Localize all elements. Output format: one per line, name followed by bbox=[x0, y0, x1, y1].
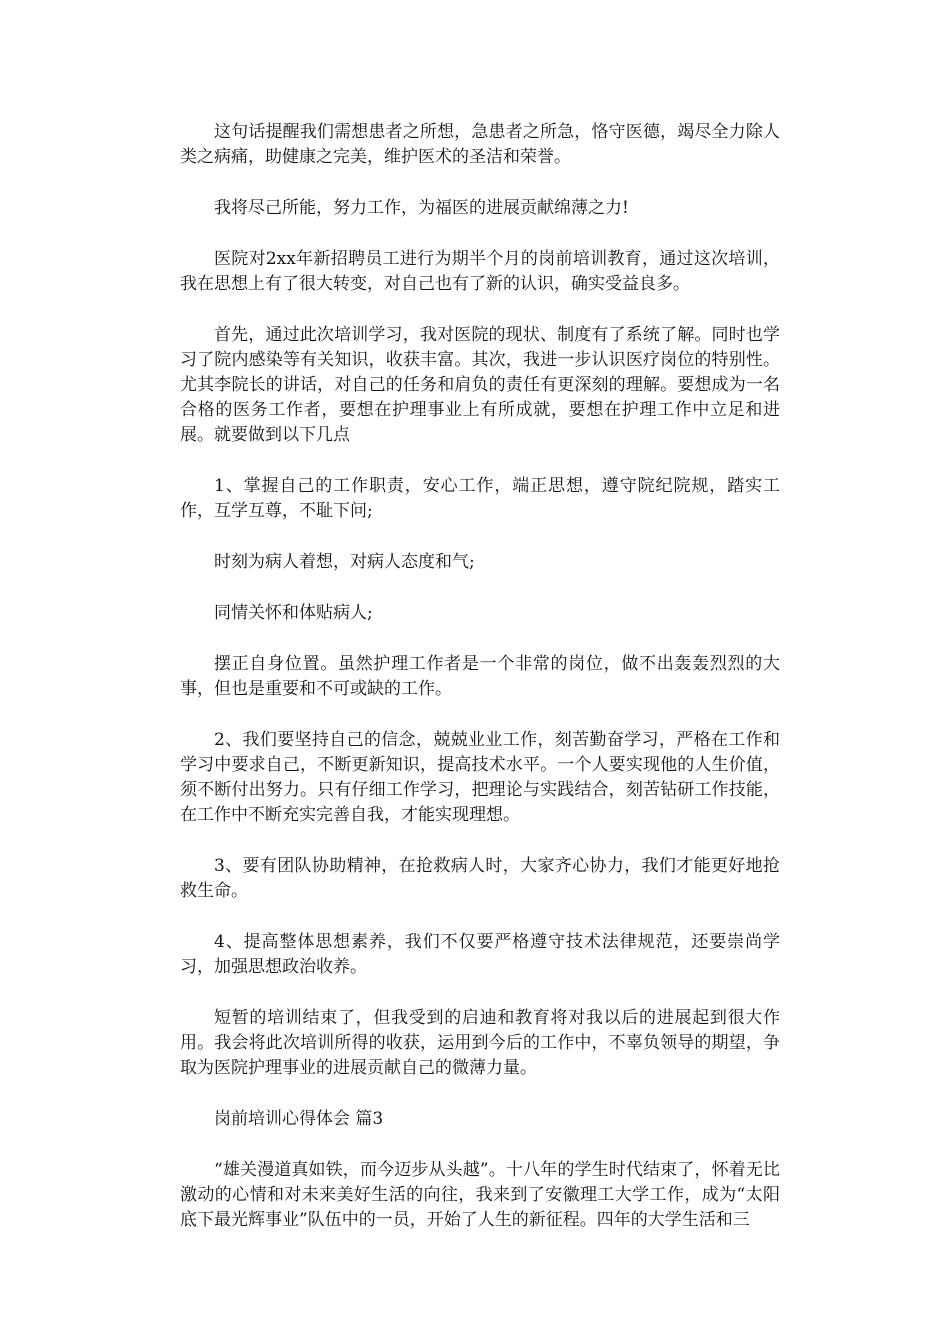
paragraph-11: 4、提高整体思想素养，我们不仅要严格遵守技术法律规范，还要崇尚学习，加强思想政治收养。 bbox=[180, 932, 780, 977]
paragraph-7: 同情关怀和体贴病人; bbox=[214, 603, 373, 623]
paragraph-9: 2、我们要坚持自己的信念，兢兢业业工作，刻苦勤奋学习，严格在工作和学习中要求自己，不断更新知识，提高技术水平。一个人要实现他的人生价值，须不断付出努力。只有仔细工作学习，把理论与实践结合，刻苦钻研工作技能，在工作中不断充实完善自我，才能实现理想。 bbox=[180, 730, 780, 825]
paragraph-8: 摆正自身位置。虽然护理工作者是一个非常的岗位，做不出轰轰烈烈的大事，但也是重要和不可或缺的工作。 bbox=[180, 654, 780, 699]
paragraph-3: 医院对2xx年新招聘员工进行为期半个月的岗前培训教育，通过这次培训，我在思想上有了很大转变，对自己也有了新的认识，确实受益良多。 bbox=[180, 249, 780, 294]
paragraph-1: 这句话提醒我们需想患者之所想，急患者之所急，恪守医德，竭尽全力除人类之病痛，助健康之完美，维护医术的圣洁和荣誉。 bbox=[180, 122, 780, 167]
paragraph-2: 我将尽己所能，努力工作，为福医的进展贡献绵薄之力! bbox=[214, 198, 629, 218]
paragraph-12: 短暂的培训结束了，但我受到的启迪和教育将对我以后的进展起到很大作用。我会将此次培训所得的收获，运用到今后的工作中，不辜负领导的期望，争取为医院护理事业的进展贡献自己的微薄力量。 bbox=[180, 1008, 780, 1078]
paragraph-4: 首先，通过此次培训学习，我对医院的现状、制度有了系统了解。同时也学习了院内感染等有关知识，收获丰富。其次，我进一步认识医疗岗位的特别性。尤其李院长的讲话，对自己的任务和肩负的责任有更深刻的理解。要想成为一名合格的医务工作者，要想在护理事业上有所成就，要想在护理工作中立足和进展。就要做到以下几点 bbox=[180, 325, 780, 445]
section-heading: 岗前培训心得体会 篇3 bbox=[214, 1109, 384, 1129]
paragraph-final: “雄关漫道真如铁，而今迈步从头越”。十八年的学生时代结束了，怀着无比激动的心情和对未来美好生活的向往，我来到了安徽理工大学工作，成为“太阳底下最光辉事业”队伍中的一员，开始了人生的新征程。四年的大学生活和三 bbox=[180, 1160, 780, 1230]
paragraph-6: 时刻为病人着想，对病人态度和气; bbox=[214, 552, 475, 572]
document-body bbox=[180, 120, 780, 1259]
paragraph-10: 3、要有团队协助精神，在抢救病人时，大家齐心协力，我们才能更好地抢救生命。 bbox=[180, 856, 780, 901]
paragraph-5: 1、掌握自己的工作职责，安心工作，端正思想，遵守院纪院规，踏实工作，互学互尊，不耻下问; bbox=[180, 476, 780, 521]
